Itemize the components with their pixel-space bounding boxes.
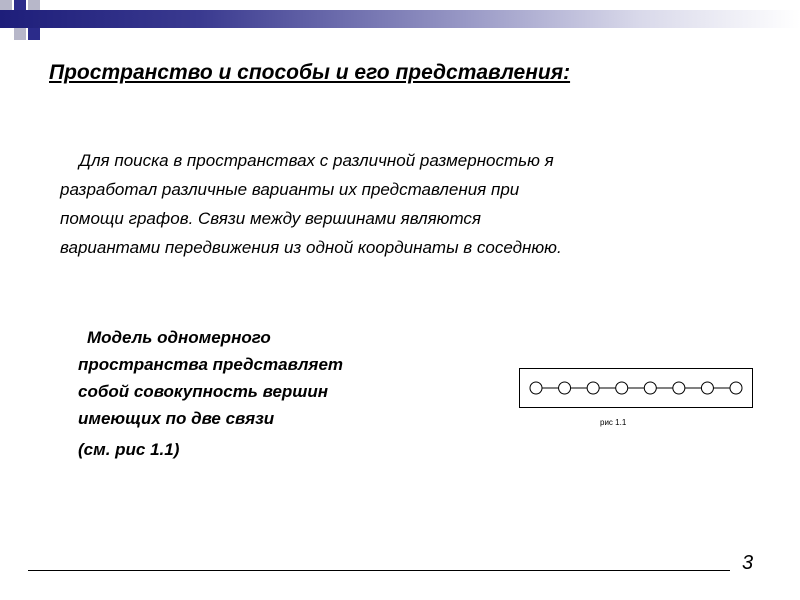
page-number: 3 xyxy=(742,552,754,574)
model-line: собой совокупность вершин xyxy=(78,382,329,401)
header-gradient-band xyxy=(0,10,800,28)
graph-node xyxy=(730,382,742,394)
figure-reference: (см. рис 1.1) xyxy=(78,440,180,459)
model-description xyxy=(78,324,438,432)
model-line: Модель одномерного xyxy=(87,328,271,347)
graph-node xyxy=(644,382,656,394)
graph-node xyxy=(530,382,542,394)
graph-node xyxy=(701,382,713,394)
decor-square xyxy=(14,28,26,40)
description-paragraph xyxy=(60,146,740,262)
paragraph-line: Для поиска в пространствах с различной размерностью я xyxy=(79,151,554,170)
graph-node xyxy=(559,382,571,394)
graph-node xyxy=(673,382,685,394)
paragraph-line: помощи графов. Связи между вершинами являются xyxy=(60,209,482,228)
figure-caption: рис 1.1 xyxy=(600,418,627,427)
decor-square xyxy=(28,28,40,40)
slide-title: Пространство и способы и его представления: xyxy=(49,61,571,84)
figure-1-1-graph xyxy=(519,368,753,408)
model-line: имеющих по две связи xyxy=(78,409,275,428)
footer-divider xyxy=(28,570,730,571)
paragraph-line: вариантами передвижения из одной координаты в соседнюю. xyxy=(60,238,562,257)
graph-diagram xyxy=(520,369,752,407)
paragraph-line: разработал различные варианты их представления при xyxy=(60,180,520,199)
graph-node xyxy=(587,382,599,394)
model-line: пространства представляет xyxy=(78,355,344,374)
graph-node xyxy=(616,382,628,394)
